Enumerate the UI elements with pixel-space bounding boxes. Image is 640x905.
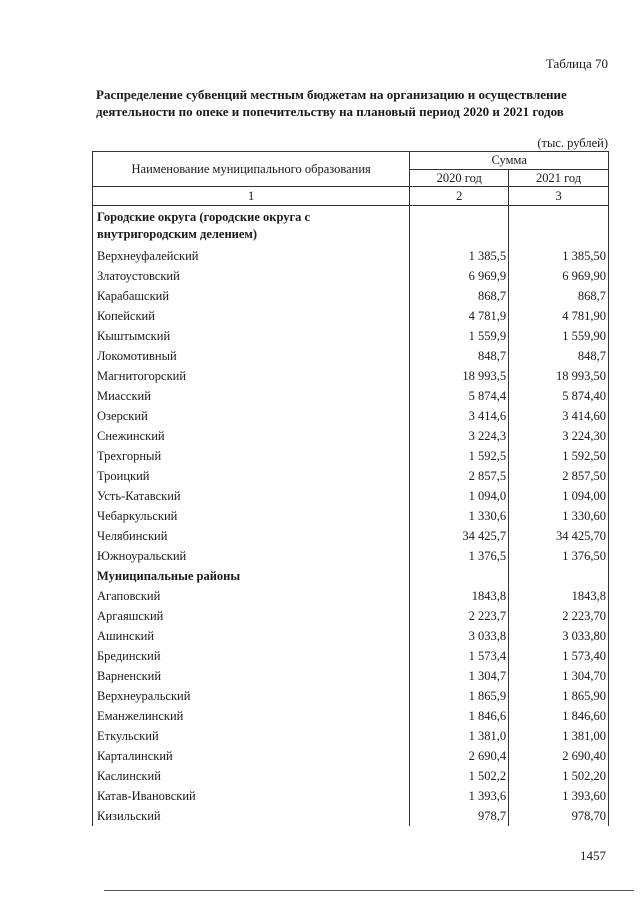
value-2021: 18 993,50	[509, 366, 609, 386]
municipality-name: Катав-Ивановский	[93, 786, 410, 806]
value-2021: 6 969,90	[509, 266, 609, 286]
value-2020: 1 573,4	[410, 646, 509, 666]
value-2020: 4 781,9	[410, 306, 509, 326]
table-row	[93, 746, 609, 766]
municipality-name: Карабашский	[93, 286, 410, 306]
section-row	[93, 206, 609, 247]
value-2020: 5 874,4	[410, 386, 509, 406]
value-2020: 2 223,7	[410, 606, 509, 626]
empty-cell	[509, 206, 609, 247]
municipality-name: Златоустовский	[93, 266, 410, 286]
value-2021: 1843,8	[509, 586, 609, 606]
table-row	[93, 806, 609, 826]
section-row	[93, 566, 609, 586]
value-2021: 1 385,50	[509, 246, 609, 266]
column-number-1: 1	[93, 187, 410, 206]
header-name: Наименование муниципального образования	[93, 152, 410, 187]
municipality-name: Троицкий	[93, 466, 410, 486]
table-row	[93, 526, 609, 546]
municipality-name: Южноуральский	[93, 546, 410, 566]
table-row	[93, 706, 609, 726]
column-numbers-row	[93, 187, 609, 206]
value-2020: 1 376,5	[410, 546, 509, 566]
municipality-name: Брединский	[93, 646, 410, 666]
table-row	[93, 266, 609, 286]
value-2021: 1 573,40	[509, 646, 609, 666]
value-2020: 978,7	[410, 806, 509, 826]
value-2021: 978,70	[509, 806, 609, 826]
value-2021: 4 781,90	[509, 306, 609, 326]
value-2020: 848,7	[410, 346, 509, 366]
table-row	[93, 586, 609, 606]
municipality-name: Снежинский	[93, 426, 410, 446]
value-2021: 3 224,30	[509, 426, 609, 446]
table-row	[93, 626, 609, 646]
table-row	[93, 606, 609, 626]
value-2021: 1 559,90	[509, 326, 609, 346]
table-row	[93, 306, 609, 326]
municipality-name: Локомотивный	[93, 346, 410, 366]
table-row	[93, 446, 609, 466]
municipality-name: Верхнеуфалейский	[93, 246, 410, 266]
column-number-3: 3	[509, 187, 609, 206]
header-sum: Сумма	[410, 152, 609, 170]
value-2021: 1 865,90	[509, 686, 609, 706]
bottom-rule	[104, 890, 634, 891]
table-number-label: Таблица 70	[545, 56, 608, 71]
table-row	[93, 406, 609, 426]
municipality-name: Кизильский	[93, 806, 410, 826]
municipality-name: Верхнеуральский	[93, 686, 410, 706]
header-2020: 2020 год	[410, 170, 509, 187]
value-2020: 3 224,3	[410, 426, 509, 446]
units-label: (тыс. рублей)	[537, 136, 608, 150]
value-2021: 1 330,60	[509, 506, 609, 526]
table-row	[93, 686, 609, 706]
municipality-name: Магнитогорский	[93, 366, 410, 386]
value-2020: 3 414,6	[410, 406, 509, 426]
value-2020: 1 330,6	[410, 506, 509, 526]
value-2021: 5 874,40	[509, 386, 609, 406]
value-2020: 2 857,5	[410, 466, 509, 486]
value-2021: 848,7	[509, 346, 609, 366]
section-title: Муниципальные районы	[93, 566, 410, 586]
value-2020: 6 969,9	[410, 266, 509, 286]
value-2021: 3 414,60	[509, 406, 609, 426]
value-2021: 2 223,70	[509, 606, 609, 626]
value-2020: 1 385,5	[410, 246, 509, 266]
table-row	[93, 366, 609, 386]
municipality-name: Ашинский	[93, 626, 410, 646]
empty-cell	[509, 566, 609, 586]
table-row	[93, 506, 609, 526]
value-2021: 2 690,40	[509, 746, 609, 766]
value-2020: 34 425,7	[410, 526, 509, 546]
value-2021: 1 502,20	[509, 766, 609, 786]
municipality-name: Карталинский	[93, 746, 410, 766]
value-2020: 868,7	[410, 286, 509, 306]
table-row	[93, 486, 609, 506]
municipality-name: Кыштымский	[93, 326, 410, 346]
municipality-name: Копейский	[93, 306, 410, 326]
table-row	[93, 286, 609, 306]
table-row	[93, 546, 609, 566]
value-2020: 1 502,2	[410, 766, 509, 786]
value-2021: 1 094,00	[509, 486, 609, 506]
table-row	[93, 766, 609, 786]
value-2020: 3 033,8	[410, 626, 509, 646]
value-2020: 1 559,9	[410, 326, 509, 346]
table-row	[93, 246, 609, 266]
value-2021: 1 846,60	[509, 706, 609, 726]
table-row	[93, 386, 609, 406]
value-2021: 1 592,50	[509, 446, 609, 466]
municipality-name: Агаповский	[93, 586, 410, 606]
table-row	[93, 326, 609, 346]
municipality-name: Миасский	[93, 386, 410, 406]
value-2020: 18 993,5	[410, 366, 509, 386]
municipality-name: Озерский	[93, 406, 410, 426]
municipality-name: Чебаркульский	[93, 506, 410, 526]
section-title: Городские округа (городские округа с внутригородским делением)	[93, 206, 410, 247]
value-2021: 1 304,70	[509, 666, 609, 686]
value-2020: 1 846,6	[410, 706, 509, 726]
table-row	[93, 666, 609, 686]
table-row	[93, 726, 609, 746]
empty-cell	[410, 206, 509, 247]
value-2021: 1 393,60	[509, 786, 609, 806]
municipality-name: Еткульский	[93, 726, 410, 746]
municipality-name: Челябинский	[93, 526, 410, 546]
value-2020: 1 304,7	[410, 666, 509, 686]
table-row	[93, 786, 609, 806]
municipality-name: Каслинский	[93, 766, 410, 786]
municipality-name: Трехгорный	[93, 446, 410, 466]
value-2020: 1 381,0	[410, 726, 509, 746]
value-2021: 2 857,50	[509, 466, 609, 486]
table-row	[93, 426, 609, 446]
table-title: Распределение субвенций местным бюджетам на организацию и осуществление деятельности по опеке и попечительству на плановый период 2020 и 2021 годов	[96, 87, 567, 119]
value-2020: 1 094,0	[410, 486, 509, 506]
municipality-name: Усть-Катавский	[93, 486, 410, 506]
value-2021: 868,7	[509, 286, 609, 306]
subvention-table	[92, 151, 609, 826]
value-2020: 2 690,4	[410, 746, 509, 766]
value-2021: 34 425,70	[509, 526, 609, 546]
value-2021: 3 033,80	[509, 626, 609, 646]
header-2021: 2021 год	[509, 170, 609, 187]
municipality-name: Варненский	[93, 666, 410, 686]
empty-cell	[410, 566, 509, 586]
value-2021: 1 381,00	[509, 726, 609, 746]
municipality-name: Аргаяшский	[93, 606, 410, 626]
municipality-name: Еманжелинский	[93, 706, 410, 726]
value-2020: 1843,8	[410, 586, 509, 606]
value-2020: 1 865,9	[410, 686, 509, 706]
table-row	[93, 466, 609, 486]
value-2020: 1 393,6	[410, 786, 509, 806]
value-2020: 1 592,5	[410, 446, 509, 466]
column-number-2: 2	[410, 187, 509, 206]
table-row	[93, 346, 609, 366]
page-number: 1457	[580, 848, 606, 863]
value-2021: 1 376,50	[509, 546, 609, 566]
table-row	[93, 646, 609, 666]
